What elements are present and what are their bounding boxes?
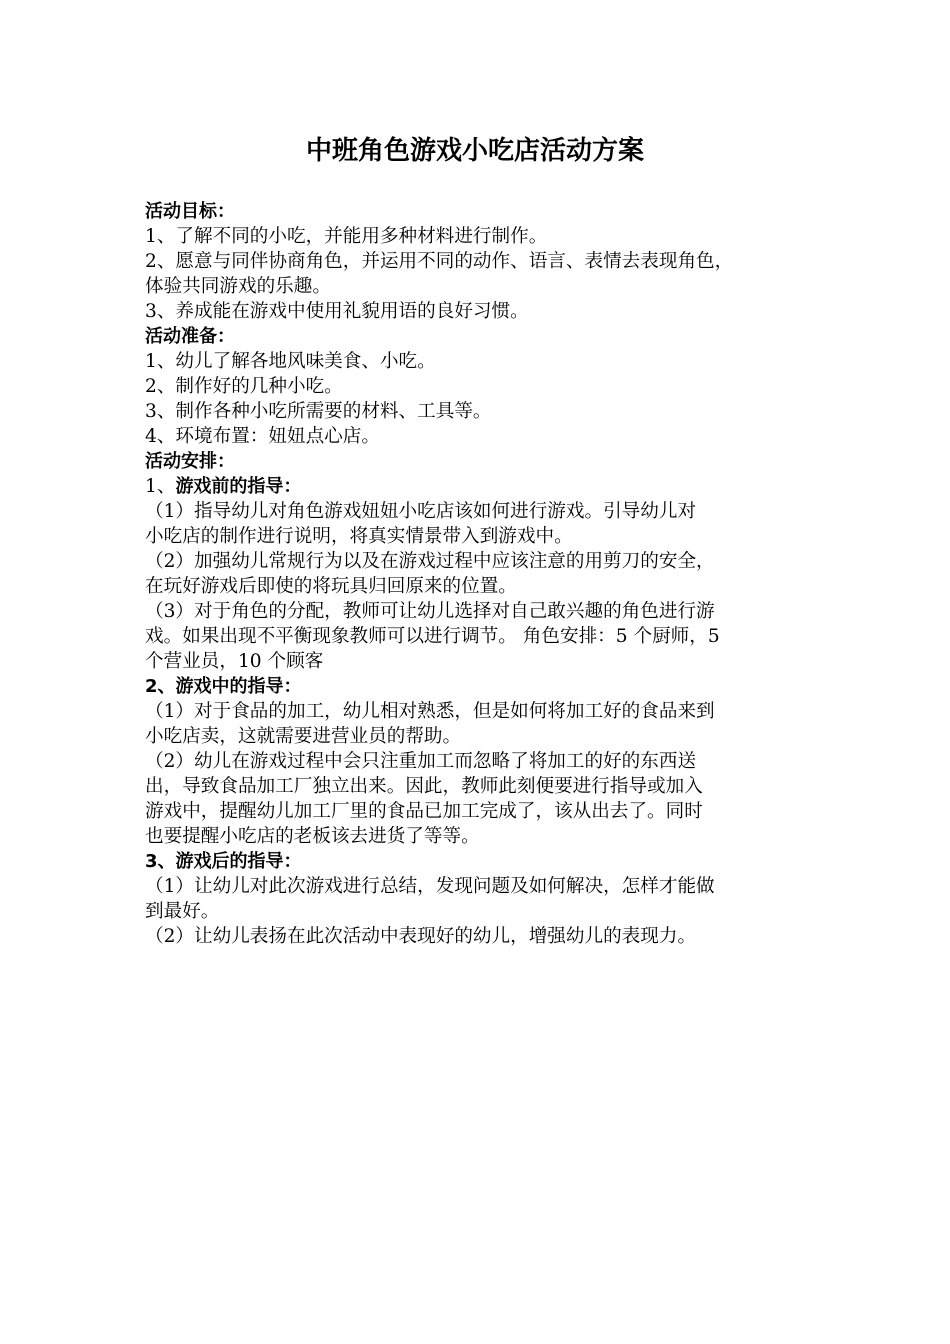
part1-line-4: 在玩好游戏后即使的将玩具归回原来的位置。 <box>145 576 517 597</box>
part1-line-7: 个营业员，10 个顾客 <box>145 651 324 672</box>
document-title: 中班角色游戏小吃店活动方案 <box>305 136 644 166</box>
part2-line-6: 也要提醒小吃店的老板该去进货了等等。 <box>145 826 480 847</box>
part1-line-2: 小吃店的制作进行说明，将真实情景带入到游戏中。 <box>145 526 573 547</box>
part2-line-1: （1）对于食品的加工，幼儿相对熟悉，但是如何将加工好的食品来到 <box>145 701 715 722</box>
part1-line-1: （1）指导幼儿对角色游戏妞妞小吃店该如何进行游戏。引导幼儿对 <box>145 501 697 522</box>
part1-line-3: （2）加强幼儿常规行为以及在游戏过程中应该注意的用剪刀的安全， <box>145 551 715 572</box>
document-body <box>145 199 825 949</box>
part1-line-5: （3）对于角色的分配，教师可让幼儿选择对自己敢兴趣的角色进行游 <box>145 601 715 622</box>
part2-heading: 2、游戏中的指导： <box>145 676 302 697</box>
part2-line-4: 出，导致食品加工厂独立出来。因此，教师此刻便要进行指导或加入 <box>145 776 703 797</box>
section-heading-prep: 活动准备： <box>145 326 235 347</box>
goals-line-4: 3、养成能在游戏中使用礼貌用语的良好习惯。 <box>145 301 529 322</box>
part1-title: 游戏前的指导： <box>175 476 302 497</box>
prep-line-1: 1、幼儿了解各地风味美食、小吃。 <box>145 351 436 372</box>
goals-line-1: 1、了解不同的小吃，并能用多种材料进行制作。 <box>145 226 548 247</box>
prep-line-2: 2、制作好的几种小吃。 <box>145 376 343 397</box>
goals-line-3: 体验共同游戏的乐趣。 <box>145 276 331 297</box>
prep-line-3: 3、制作各种小吃所需要的材料、工具等。 <box>145 401 492 422</box>
part3-heading: 3、游戏后的指导： <box>145 851 302 872</box>
part3-line-2: 到最好。 <box>145 901 220 922</box>
section-heading-goals: 活动目标： <box>145 201 235 222</box>
prep-line-4: 4、环境布置：妞妞点心店。 <box>145 426 380 447</box>
goals-line-2: 2、愿意与同伴协商角色，并运用不同的动作、语言、表情去表现角色， <box>145 251 734 272</box>
part1-number: 1、 <box>145 476 176 497</box>
part1-heading <box>145 474 825 499</box>
section-heading-arrange: 活动安排： <box>145 451 235 472</box>
part2-line-5: 游戏中，提醒幼儿加工厂里的食品已加工完成了，该从出去了。同时 <box>145 801 703 822</box>
part1-line-6: 戏。如果出现不平衡现象教师可以进行调节。 角色安排：5 个厨师，5 <box>145 626 720 647</box>
part2-line-2: 小吃店卖，这就需要进营业员的帮助。 <box>145 726 462 747</box>
part3-line-1: （1）让幼儿对此次游戏进行总结，发现问题及如何解决，怎样才能做 <box>145 876 715 897</box>
part3-line-3: （2）让幼儿表扬在此次活动中表现好的幼儿，增强幼儿的表现力。 <box>145 926 697 947</box>
part2-line-3: （2）幼儿在游戏过程中会只注重加工而忽略了将加工的好的东西送 <box>145 751 697 772</box>
